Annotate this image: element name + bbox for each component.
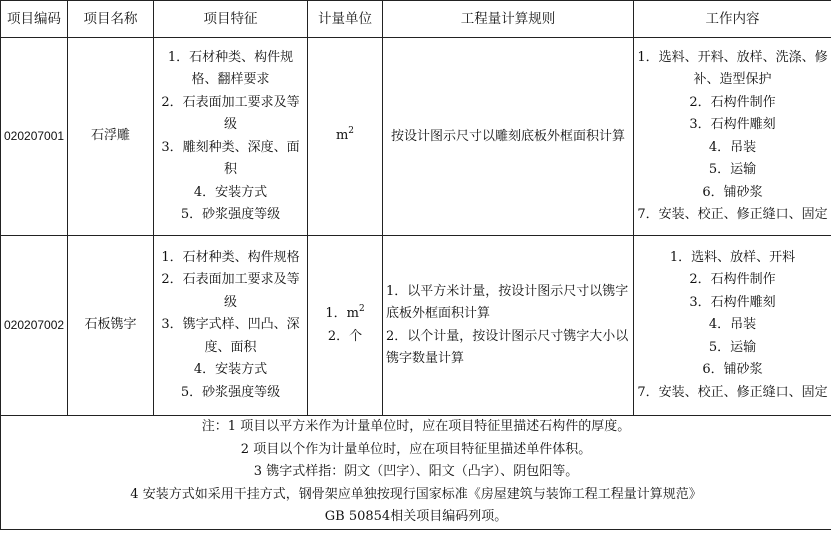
header-unit: 计量单位 xyxy=(308,1,383,38)
note-line: 2 项目以个作为计量单位时，应在项目特征里描述单件体积。 xyxy=(240,441,592,457)
unit-base: m xyxy=(335,128,349,144)
unit-line: 2．个 xyxy=(327,328,363,344)
content-line: 6．铺砂浆 xyxy=(702,362,763,378)
unit-base: 1．m xyxy=(325,306,359,321)
content-line: 3．石构件雕刻 xyxy=(689,294,776,310)
content-line: 5．运输 xyxy=(708,162,757,177)
feature-line: 5．砂浆强度等级 xyxy=(180,207,281,222)
item-code: 020207001 xyxy=(1,38,68,236)
item-unit xyxy=(308,236,383,416)
rule-line: 1．以平方米计量，按设计图示尺寸以镌字底板外框面积计算 xyxy=(386,283,629,321)
item-unit xyxy=(308,38,383,236)
note-line: 3 镌字式样指：阴文（凹字）、阳文（凸字）、阴包阳等。 xyxy=(253,464,579,479)
header-code: 项目编码 xyxy=(1,1,68,38)
feature-line: 1．石材种类、构件规格、翻样要求 xyxy=(167,49,294,87)
feature-line: 3．镌字式样、凹凸、深度、面积 xyxy=(161,317,300,355)
item-name: 石浮雕 xyxy=(68,38,154,236)
item-rules xyxy=(383,38,634,236)
feature-line: 5．砂浆强度等级 xyxy=(180,384,281,400)
content-line: 6．铺砂浆 xyxy=(702,184,763,200)
header-row xyxy=(1,1,831,38)
unit-line xyxy=(311,303,379,326)
feature-line: 4．安装方式 xyxy=(193,362,268,378)
item-features xyxy=(154,236,308,416)
content-line: 2．石构件制作 xyxy=(689,272,776,288)
notes-cell xyxy=(1,416,831,530)
item-content xyxy=(634,38,831,236)
rule-line: 按设计图示尺寸以雕刻底板外框面积计算 xyxy=(390,128,625,144)
unit-superscript: 2 xyxy=(348,126,355,137)
content-line: 4．吊装 xyxy=(708,317,757,333)
content-line: 3．石构件雕刻 xyxy=(689,117,776,132)
item-name: 石板镌字 xyxy=(68,236,154,416)
content-line: 2．石构件制作 xyxy=(689,94,776,110)
note-line: GB 50854相关项目编码列项。 xyxy=(324,509,508,524)
header-name: 项目名称 xyxy=(68,1,154,38)
content-line: 4．吊装 xyxy=(708,139,757,155)
item-rules xyxy=(383,236,634,416)
table-row xyxy=(1,38,831,236)
feature-line: 4．安装方式 xyxy=(193,184,268,200)
header-rules: 工程量计算规则 xyxy=(383,1,634,38)
content-line: 7．安装、校正、修正缝口、固定 xyxy=(637,384,828,400)
content-line: 7．安装、校正、修正缝口、固定 xyxy=(637,207,828,222)
item-code: 020207002 xyxy=(1,236,68,416)
item-content xyxy=(634,236,831,416)
header-features: 项目特征 xyxy=(154,1,308,38)
content-line: 5．运输 xyxy=(708,339,757,355)
content-line: 1．选料、开料、放样、洗涤、修补、造型保护 xyxy=(637,49,828,87)
header-content: 工作内容 xyxy=(634,1,831,38)
unit-superscript: 2 xyxy=(358,304,365,314)
feature-line: 1．石材种类、构件规格 xyxy=(161,249,300,265)
feature-line: 2．石表面加工要求及等级 xyxy=(161,272,300,310)
feature-line: 2．石表面加工要求及等级 xyxy=(161,94,300,132)
feature-line: 3．雕刻种类、深度、面积 xyxy=(161,139,300,177)
notes-row xyxy=(1,416,831,530)
note-line: 4 安装方式如采用干挂方式，钢骨架应单独按现行国家标准《房屋建筑与装饰工程工程量计算规范》 xyxy=(130,486,702,502)
content-line: 1．选料、放样、开料 xyxy=(669,249,796,265)
note-line: 注：1 项目以平方米作为计量单位时，应在项目特征里描述石构件的厚度。 xyxy=(201,419,631,434)
item-features xyxy=(154,38,308,236)
table-row xyxy=(1,236,831,416)
rule-line: 2．以个计量，按设计图示尺寸镌字大小以镌字数量计算 xyxy=(386,328,629,366)
